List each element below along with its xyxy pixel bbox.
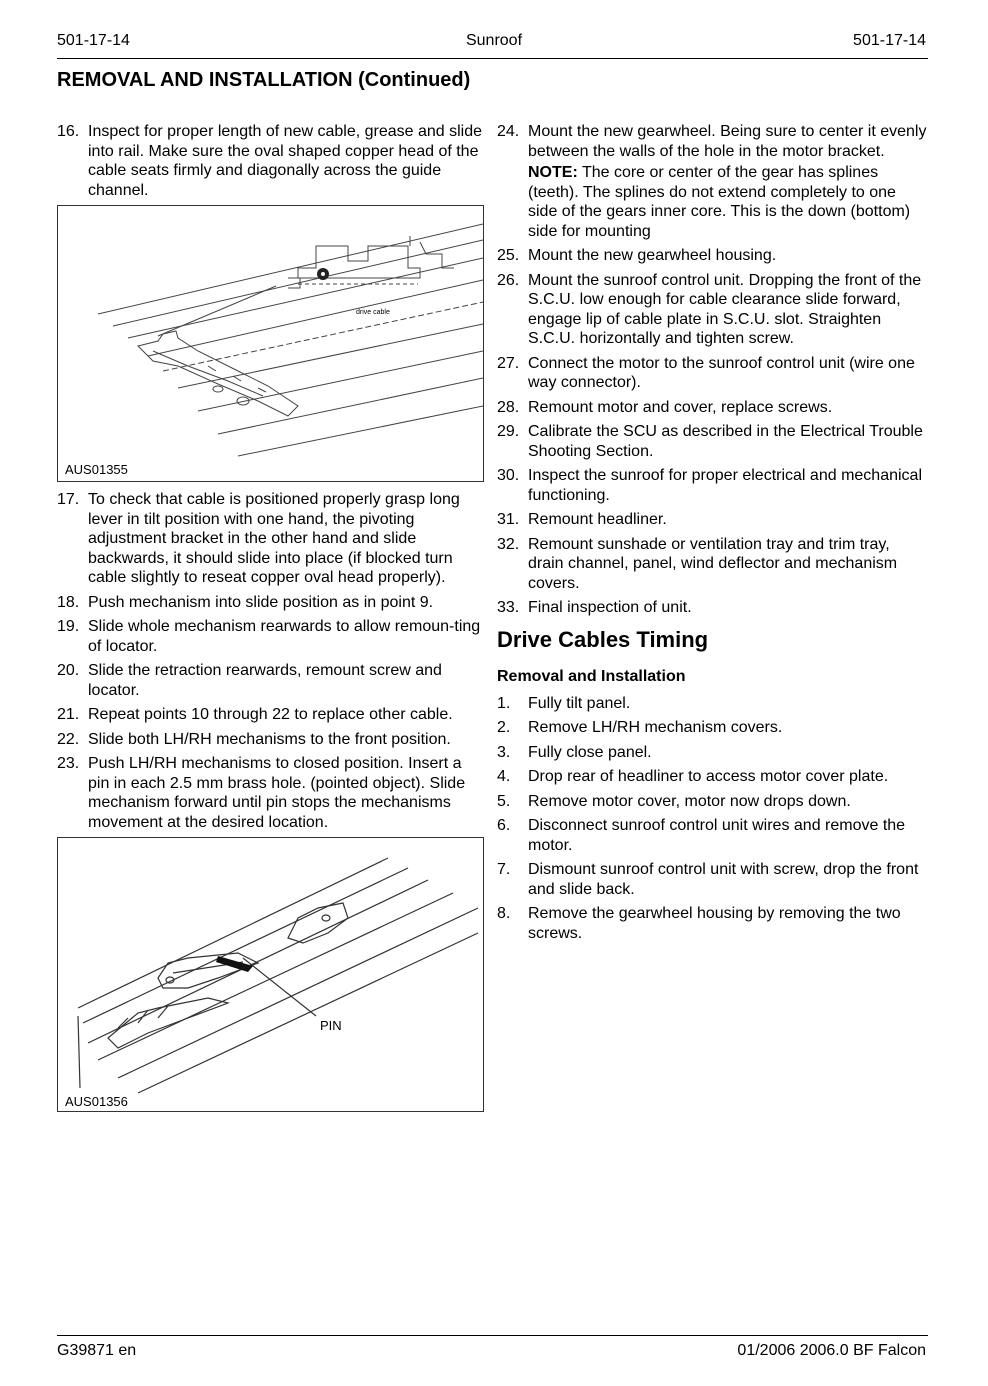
step-24 <box>497 122 929 241</box>
step-number: 4. <box>497 768 511 785</box>
dc-step-4 <box>497 767 929 787</box>
dc-step-7 <box>497 860 929 899</box>
page-header-code-left: 501-17-14 <box>57 32 130 49</box>
dc-step-3 <box>497 743 929 763</box>
dc-step-1 <box>497 694 929 714</box>
step-18 <box>57 593 485 613</box>
step-number: 1. <box>497 694 511 712</box>
drive-cables-heading: Drive Cables Timing <box>497 626 709 652</box>
step-text: Mount the sunroof control unit. Dropping the front of the S.C.U. low enough for cable clearance slide forward, engage lip of cable plate in S.C.U. slot. Straighten S.C.U. horizontally and tighten screw. <box>528 271 922 347</box>
step-text: To check that cable is positioned properly grasp long lever in tilt position with one hand, the pivoting adjustment bracket in the other hand and slide backwards, it should slide into place (if blocked turn cable slightly to reseat copper oval head properly). <box>88 491 460 586</box>
figure-callout-label: PIN <box>320 1018 342 1033</box>
step-text: Remount motor and cover, replace screws. <box>528 398 833 416</box>
step-number: 17. <box>57 491 80 508</box>
note-text: The core or center of the gear has splines (teeth). The splines do not extend completely to one side of the gears inner core. This is the down (bottom) side for mounting <box>528 164 911 240</box>
step-text: Inspect for proper length of new cable, grease and slide into rail. Make sure the oval shaped copper head of the cable seats firmly and diagonally across the guide channel. <box>88 123 483 199</box>
step-21 <box>57 705 485 725</box>
step-text: Remove motor cover, motor now drops down. <box>528 792 851 810</box>
step-23 <box>57 754 485 832</box>
step-text: Remove LH/RH mechanism covers. <box>528 719 783 736</box>
pin-mechanism-illustration <box>58 838 483 1111</box>
figure-id: AUS01356 <box>65 1094 128 1109</box>
step-number: 33. <box>497 599 520 616</box>
step-number: 6. <box>497 817 511 834</box>
header-divider <box>57 58 928 59</box>
figure-pin <box>57 837 484 1112</box>
step-text: Disconnect sunroof control unit wires and remove the motor. <box>528 817 906 854</box>
step-number: 25. <box>497 247 520 264</box>
dc-step-6 <box>497 816 929 855</box>
step-number: 24. <box>497 123 520 140</box>
step-number: 7. <box>497 861 511 878</box>
step-number: 29. <box>497 423 520 440</box>
step-16 <box>57 122 485 200</box>
step-text: Mount the new gearwheel. Being sure to center it evenly between the walls of the hole in the motor bracket. <box>528 123 927 160</box>
step-text: Fully tilt panel. <box>528 694 631 712</box>
right-column <box>497 122 929 948</box>
step-text: Mount the new gearwheel housing. <box>528 247 777 264</box>
step-number: 32. <box>497 535 520 553</box>
figure-drive-cable <box>57 205 484 482</box>
step-text: Slide both LH/RH mechanisms to the front position. <box>88 730 451 748</box>
step-number: 3. <box>497 743 511 761</box>
dc-step-2 <box>497 718 929 738</box>
figure-callout-label: drive cable <box>356 309 390 316</box>
step-30 <box>497 466 929 505</box>
step-text: Slide the retraction rearwards, remount screw and locator. <box>88 662 442 699</box>
step-text: Slide whole mechanism rearwards to allow remoun-ting of locator. <box>88 618 481 655</box>
page-header-code-right: 501-17-14 <box>853 32 926 49</box>
removal-installation-heading: Removal and Installation <box>497 668 686 685</box>
step-text: Inspect the sunroof for proper electrical and mechanical functioning. <box>528 467 922 504</box>
step-number: 20. <box>57 662 80 679</box>
step-number: 22. <box>57 730 80 748</box>
step-text: Remove the gearwheel housing by removing the two screws. <box>528 905 901 942</box>
step-33 <box>497 598 929 618</box>
step-number: 27. <box>497 354 520 372</box>
step-text: Push mechanism into slide position as in point 9. <box>88 593 434 611</box>
step-text: Calibrate the SCU as described in the Electrical Trouble Shooting Section. <box>528 423 923 460</box>
step-text: Fully close panel. <box>528 743 652 761</box>
step-number: 8. <box>497 905 511 922</box>
step-25 <box>497 246 929 266</box>
step-number: 5. <box>497 792 511 810</box>
step-text: Drop rear of headliner to access motor cover plate. <box>528 768 889 785</box>
step-19 <box>57 617 485 656</box>
step-text: Remount headliner. <box>528 511 667 528</box>
figure-id: AUS01355 <box>65 462 128 477</box>
drive-cable-illustration <box>58 206 483 481</box>
dc-step-8 <box>497 904 929 943</box>
left-column <box>57 122 485 1120</box>
step-number: 28. <box>497 398 520 416</box>
note-block <box>528 163 929 241</box>
step-number: 21. <box>57 706 80 723</box>
step-32 <box>497 535 929 594</box>
step-26 <box>497 271 929 349</box>
dc-step-5 <box>497 792 929 812</box>
step-28 <box>497 398 929 418</box>
step-number: 23. <box>57 755 80 772</box>
step-27 <box>497 354 929 393</box>
step-22 <box>57 730 485 750</box>
step-text: Final inspection of unit. <box>528 599 692 616</box>
step-number: 2. <box>497 719 511 736</box>
step-number: 16. <box>57 123 80 140</box>
footer-divider <box>57 1335 928 1336</box>
page-header-title: Sunroof <box>465 32 523 49</box>
step-20 <box>57 661 485 700</box>
section-title: REMOVAL AND INSTALLATION (Continued) <box>57 69 471 91</box>
step-31 <box>497 510 929 530</box>
step-text: Repeat points 10 through 22 to replace other cable. <box>88 706 453 723</box>
step-number: 30. <box>497 467 520 484</box>
note-label: NOTE: <box>528 164 578 181</box>
step-number: 31. <box>497 511 520 528</box>
step-number: 26. <box>497 271 520 289</box>
step-29 <box>497 422 929 461</box>
footer-doc-code: G39871 en <box>57 1342 137 1359</box>
step-number: 19. <box>57 618 80 635</box>
step-text: Dismount sunroof control unit with screw, drop the front and slide back. <box>528 861 919 898</box>
step-text: Push LH/RH mechanisms to closed position. Insert a pin in each 2.5 mm brass hole. (pointed object). Slide mechanism forward until pin stops the mechanisms movement at the desired location. <box>88 755 466 831</box>
step-text: Connect the motor to the sunroof control unit (wire one way connector). <box>528 354 915 391</box>
step-number: 18. <box>57 593 80 611</box>
step-text: Remount sunshade or ventilation tray and trim tray, drain channel, panel, wind deflector and mechanism covers. <box>528 535 898 592</box>
step-17 <box>57 490 485 588</box>
footer-edition: 01/2006 2006.0 BF Falcon <box>737 1342 926 1359</box>
